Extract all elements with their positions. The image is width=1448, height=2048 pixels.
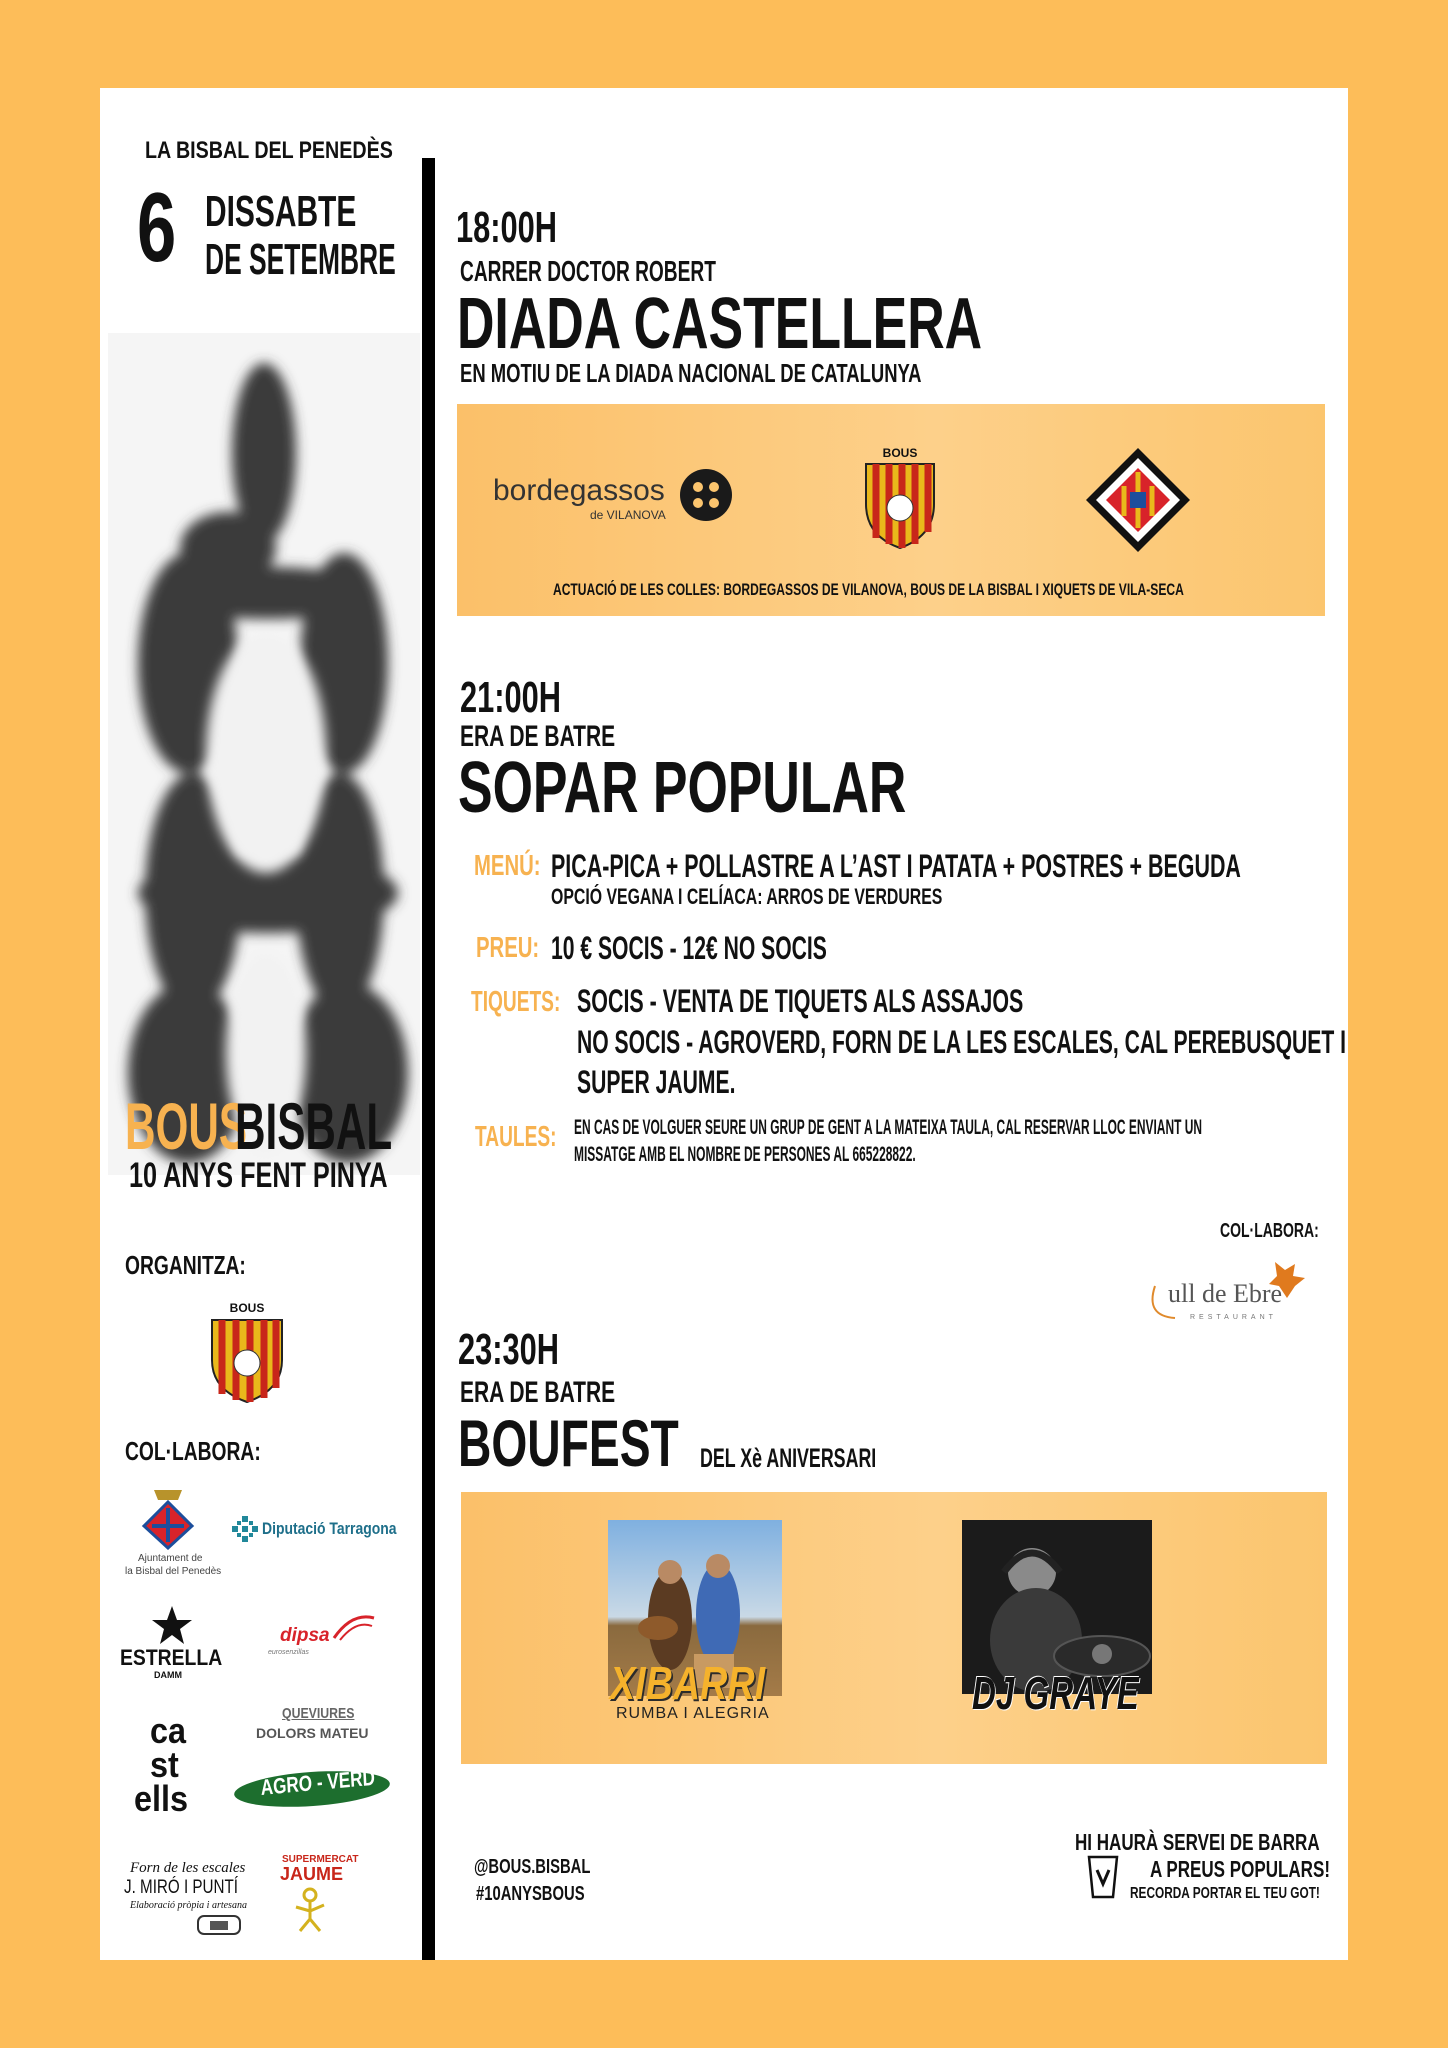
bar-line3: RECORDA PORTAR EL TEU GOT! bbox=[1130, 1885, 1320, 1902]
town-name: LA BISBAL DEL PENEDÈS bbox=[145, 137, 393, 164]
castell-photo bbox=[108, 333, 420, 1175]
event2-time: 21:00H bbox=[460, 673, 562, 722]
event1-time: 18:00H bbox=[456, 203, 558, 252]
dipsa-swoosh-icon bbox=[332, 1612, 376, 1642]
castells-text-1: ca bbox=[150, 1710, 187, 1751]
menu-text: PICA-PICA + POLLASTRE A L’AST I PATATA + POSTRES + BEGUDA bbox=[551, 848, 1241, 884]
taules-line2: MISSATGE AMB EL NOMBRE DE PERSONES AL 665228822. bbox=[574, 1143, 916, 1166]
estrella-text: ESTRELLA bbox=[120, 1645, 223, 1670]
bordegassos-text: bordegassos bbox=[493, 474, 665, 507]
vertical-divider bbox=[422, 158, 435, 1960]
bous-colla-shield-icon bbox=[858, 444, 942, 550]
brand-bous: BOUS bbox=[125, 1089, 248, 1163]
super-line1: SUPERMERCAT bbox=[282, 1854, 359, 1865]
tiquets-line2: NO SOCIS - AGROVERD, FORN DE LA LES ESCALES, CAL PEREBUSQUET I bbox=[577, 1024, 1347, 1060]
bordegassos-sub: de VILANOVA bbox=[590, 508, 666, 522]
forn-line1: Forn de les escales bbox=[130, 1860, 246, 1876]
agroverd-text: AGRO - VERD bbox=[260, 1764, 376, 1800]
event3-location: ERA DE BATRE bbox=[460, 1376, 616, 1409]
super-line2: JAUME bbox=[280, 1864, 344, 1884]
event2-location: ERA DE BATRE bbox=[460, 720, 616, 753]
cup-icon bbox=[1086, 1854, 1120, 1900]
castells-text-3: ells bbox=[134, 1778, 189, 1819]
event2-title: SOPAR POPULAR bbox=[458, 748, 907, 828]
tiquets-line1: SOCIS - VENTA DE TIQUETS ALS ASSAJOS bbox=[577, 983, 1024, 1019]
organitza-label: ORGANITZA: bbox=[125, 1250, 246, 1280]
bar-line1: HI HAURÀ SERVEI DE BARRA bbox=[1075, 1829, 1320, 1855]
menu-label: MENÚ: bbox=[474, 850, 541, 882]
dolors-text: DOLORS MATEU bbox=[256, 1725, 369, 1741]
organitza-logo-text: BOUS bbox=[229, 1301, 265, 1315]
event3-acts-band bbox=[461, 1492, 1327, 1764]
diputacio-text: Diputació Tarragona bbox=[262, 1519, 397, 1538]
footer-social: @BOUS.BISBAL bbox=[474, 1856, 591, 1878]
event1-title: DIADA CASTELLERA bbox=[457, 284, 983, 364]
dj-graye-name: DJ GRAYE bbox=[972, 1667, 1139, 1719]
forn-oven-icon bbox=[196, 1914, 242, 1936]
bous-colla-logo-text: BOUS bbox=[882, 446, 918, 460]
dipsa-sub: eurosenzillas bbox=[268, 1649, 309, 1656]
forn-line2: J. MIRÓ I PUNTÍ bbox=[124, 1877, 238, 1898]
event3-title-suffix: DEL Xè ANIVERSARI bbox=[700, 1443, 877, 1473]
event1-subtitle: EN MOTIU DE LA DIADA NACIONAL DE CATALUNYA bbox=[460, 358, 922, 388]
event2-colabora-label: COL·LABORA: bbox=[1220, 1220, 1319, 1242]
damm-text: DAMM bbox=[154, 1670, 182, 1680]
brand-bisbal: BISBAL bbox=[235, 1089, 393, 1163]
dipsa-text: dipsa bbox=[280, 1625, 330, 1646]
colabora-left-label: COL·LABORA: bbox=[125, 1436, 261, 1466]
estrella-star-icon bbox=[152, 1606, 192, 1644]
diputacio-icon bbox=[232, 1516, 258, 1542]
event1-actuacio: ACTUACIÓ DE LES COLLES: BORDEGASSOS DE VILANOVA, BOUS DE LA BISBAL I XIQUETS DE VILA-SECA bbox=[553, 580, 1184, 599]
brand-tagline: 10 ANYS FENT PINYA bbox=[129, 1156, 388, 1195]
xibarri-sub: RUMBA I ALEGRIA bbox=[616, 1705, 770, 1722]
forn-line3: Elaboració pròpia i artesana bbox=[130, 1900, 247, 1911]
taules-label: TAULES: bbox=[475, 1121, 557, 1153]
tiquets-line3: SUPER JAUME. bbox=[577, 1064, 736, 1100]
footer-hashtag: #10ANYSBOUS bbox=[476, 1883, 585, 1905]
tiquets-label: TIQUETS: bbox=[471, 986, 561, 1018]
month-name: DE SETEMBRE bbox=[205, 235, 396, 284]
ulldeebre-sub: RESTAURANT bbox=[1190, 1314, 1277, 1321]
ajuntament-line2: la Bisbal del Penedès bbox=[125, 1566, 222, 1577]
bar-line2: A PREUS POPULARS! bbox=[1150, 1856, 1330, 1882]
ajuntament-shield-icon bbox=[140, 1486, 196, 1550]
castells-text-2: st bbox=[150, 1744, 179, 1785]
ulldeebre-text: ull de Ebre bbox=[1168, 1279, 1283, 1308]
event3-time: 23:30H bbox=[458, 1325, 560, 1374]
xiquets-diamond-icon bbox=[1084, 446, 1192, 554]
ajuntament-line1: Ajuntament de bbox=[138, 1553, 203, 1564]
bordegassos-button-icon bbox=[679, 468, 733, 522]
menu-sub: OPCIÓ VEGANA I CELÍACA: ARROS DE VERDURES bbox=[551, 884, 943, 909]
day-number: 6 bbox=[137, 172, 177, 282]
event3-title: BOUFEST bbox=[458, 1406, 679, 1480]
xibarri-name: XIBARRI bbox=[610, 1657, 766, 1709]
queviures-text: QUEVIURES bbox=[282, 1705, 355, 1722]
poster bbox=[100, 88, 1348, 1960]
bous-shield-icon bbox=[204, 1298, 290, 1404]
preu-text: 10 € SOCIS - 12€ NO SOCIS bbox=[551, 930, 827, 966]
preu-label: PREU: bbox=[476, 932, 540, 964]
day-name: DISSABTE bbox=[205, 187, 357, 236]
event1-location: CARRER DOCTOR ROBERT bbox=[460, 256, 716, 288]
taules-line1: EN CAS DE VOLGUER SEURE UN GRUP DE GENT A LA MATEIXA TAULA, CAL RESERVAR LLOC ENVIANT UN bbox=[574, 1116, 1203, 1139]
super-figure-icon bbox=[290, 1885, 330, 1933]
